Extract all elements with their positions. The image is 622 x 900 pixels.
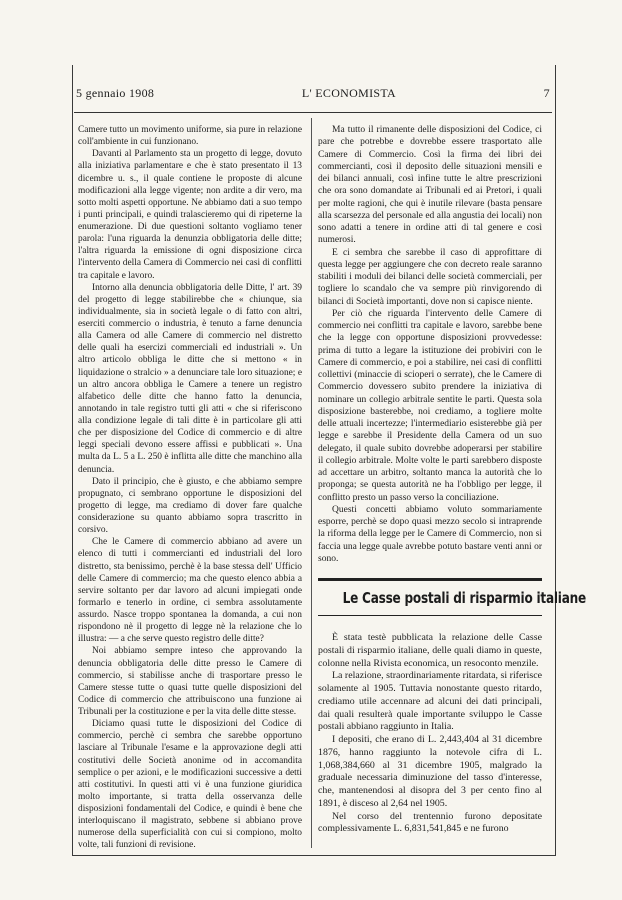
paragraph: Diciamo quasi tutte le disposizioni del Codice di commercio, perchè ci sembra che sarebbe opportuno lasciare al Tribunale l'esame e la approvazione degli atti costitutivi delle Società anonime od in accomandita semplice o per azioni, e le modificazioni successive a detti atti costitutivi. In questi atti vi è una funzione giuridica molto importante, si tratta della osservanza delle disposizioni fondamentali del Codice, e quindi è bene che interloquiscano il magistrato, sebbene si abbiano prove numerose della superficialità con cui si compiono, molto volte, tali funzioni di revisione. (78, 719, 302, 851)
paragraph: I depositi, che erano di L. 2,443,404 al 31 dicembre 1876, hanno raggiunto la notevole cifra di L. 1,068,384,660 al 31 dicembre 1905, malgrado la graduale necessaria diminuzione del tasso d'interesse, che, mantenendosi al disopra del 3 per cento fino al 1891, è disceso al 2,64 nel 1905. (318, 734, 542, 809)
page-header (76, 86, 550, 101)
paragraph: Camere tutto un movimento uniforme, sia pure in relazione coll'ambiente in cui funzionano. (78, 125, 302, 148)
paragraph: Dato il principio, che è giusto, e che abbiamo sempre propugnato, ci sembrano opportune le disposizioni del progetto di legge, ma crediamo di dover fare qualche considerazione su quanto abbiamo sopra trascritto in corsivo. (78, 476, 302, 536)
paragraph: Che le Camere di commercio abbiano ad avere un elenco di tutti i commercianti ed industriali del loro distretto, sta benissimo, perchè è la base stessa dell' Ufficio delle Camere di commercio; ma che questo elenco abbia a servire soltanto per dar lavoro ad alcuni impiegati onde formarlo e tenerlo in ordine, ci sembra assolutamente assurdo. Nasce troppo spontanea la domanda, a cui non rispondono nè il progetto di legge nè la relazione che lo illustra: — a che serve questo registro delle ditte? (78, 537, 302, 645)
paragraph: La relazione, straordinariamente ritardata, si riferisce solamente al 1905. Tuttavia nonostante questo ritardo, crediamo utile accennare ad alcuni dei dati principali, dai quali resulterà quale importante sviluppo le Casse postali abbiano raggiunto in Italia. (318, 670, 542, 733)
paragraph: Davanti al Parlamento sta un progetto di legge, dovuto alla iniziativa parlamentare e che è stato presentato il 13 dicembre u. s., il quale contiene le proposte di alcune modificazioni alla legge vigente; non ardite a dir vero, ma sotto molti aspetti opportune. Ne abbiamo dati a suo tempo i punti principali, e quindi tralascieremo qui di ripeterne la enumerazione. Di due questioni soltanto vogliamo tener parola: l'una riguarda la denunzia obbligatoria delle ditte; l'altra riguarda la emissione di ogni disposizione circa l'intervento della Camera di Commercio nei casi di conflitti tra capitale e lavoro. (78, 149, 302, 281)
article-title: Le Casse postali di risparmio italiane (342, 589, 586, 607)
journal-title: L' ECONOMISTA (301, 86, 396, 100)
paragraph: Nel corso del trentennio furono depositate complessivamente L. 6,831,541,845 e ne furono (318, 810, 542, 835)
paragraph: E ci sembra che sarebbe il caso di approfittare di questa legge per aggiungere che con decreto reale saranno stabiliti i moduli dei bilanci delle società commerciali, per togliere lo scandalo che va sempre più rinvigorendo di bilanci di Società importanti, dove non si capisce niente. (318, 247, 542, 307)
paragraph: Ma tutto il rimanente delle disposizioni del Codice, ci pare che potrebbe e dovrebbe essere trasportato alle Camere di Commercio. Così la firma dei libri dei commercianti, così il deposito delle situazioni mensili e dei bilanci annuali, così infine tutte le altre prescrizioni che ora sono domandate ai Tribunali ed ai Pretori, i quali per molte ragioni, che qui è inutile rilevare (basta pensare alla scarsezza del personale ed alla angustia dei locali) non sono adatti a tenere in ordine atti di tal genere e così numerosi. (318, 125, 542, 246)
column-divider (311, 118, 312, 848)
header-rule (74, 112, 552, 113)
paragraph: Noi abbiamo sempre inteso che approvando la denuncia obbligatoria delle ditte presso le Camere di commercio, si stabilisse anche di trasportare presso le Camere stesse tutte o quasi tutte quelle disposizioni del Codice di commercio che attribuiscono una funzione ai Tribunali per la costituzione e per la vita delle ditte stesse. (78, 646, 302, 717)
issue-date: 5 gennaio 1908 (76, 86, 155, 100)
page-number: 7 (543, 86, 550, 100)
left-column (78, 124, 302, 852)
paragraph: Intorno alla denuncia obbligatoria delle Ditte, l' art. 39 del progetto di legge stabilirebbe che « chiunque, sia individualmente, sia in società legale o di fatto con altri, eserciti commercio o industria, è tenuto a farne denuncia alla Camera od alle Camere di commercio nel distretto delle quali ha esercizi commerciali ed industriali ». Un altro articolo obbliga le ditte che si mettono « in liquidazione o stralcio » a denunciare tale loro situazione; e un altro ancora obbliga le Camere a tenere un registro alfabetico delle ditte che hanno fatto la denuncia, annotando in tale registro tutti gli atti « che si riferiscono alla condizione legale di tali ditte è in particolare gli atti che per disposizione del Codice di commercio e di altre leggi speciali devono essere affissi e pubblicati ». Una multa da L. 5 a L. 250 è inflitta alle ditte che manchino alla denuncia. (78, 282, 302, 475)
paragraph: Per ciò che riguarda l'intervento delle Camere di commercio nei conflitti tra capitale e lavoro, sarebbe bene che la legge con opportune disposizioni provvedesse: prima di tutto a legare la istituzione dei probiviri con le Camere di commercio, e poi a stabilire, nei casi di conflitti collettivi (minaccie di scioperi o serrate), che le Camere di Commercio dovessero subito prendere la iniziativa di nominare un collegio arbitrale sentite le parti. Questa sola disposizione basterebbe, noi crediamo, a togliere molte delle attuali incertezze; l'intermediario esisterebbe già per legge e sarebbe il Presidente della Camera od un suo delegato, il quale subito dovrebbe adoperarsi per stabilire il collegio arbitrale. Molte volte le parti sarebbero disposte ad accettare un arbitro, soltanto manca la autorità che lo proponga; se questa autorità ne ha l'obbligo per legge, il conflitto presto un passo verso la conciliazione. (318, 308, 542, 503)
right-column (318, 124, 542, 565)
article-title-block (318, 578, 586, 616)
paragraph: Questi concetti abbiamo voluto sommariamente esporre, perchè se dopo quasi mezzo secolo si intraprende la riforma della legge per le Camere di Commercio, non si faccia una legge quale avrebbe potuto bastare venti anni or sono. (318, 504, 542, 564)
title-rule-bottom (318, 615, 542, 616)
article-body (318, 632, 542, 836)
paragraph: È stata testè pubblicata la relazione delle Casse postali di risparmio italiane, delle quali diamo in queste, colonne nella Rivista economica, un resoconto menzile. (318, 632, 542, 669)
title-rule-top (318, 578, 542, 581)
